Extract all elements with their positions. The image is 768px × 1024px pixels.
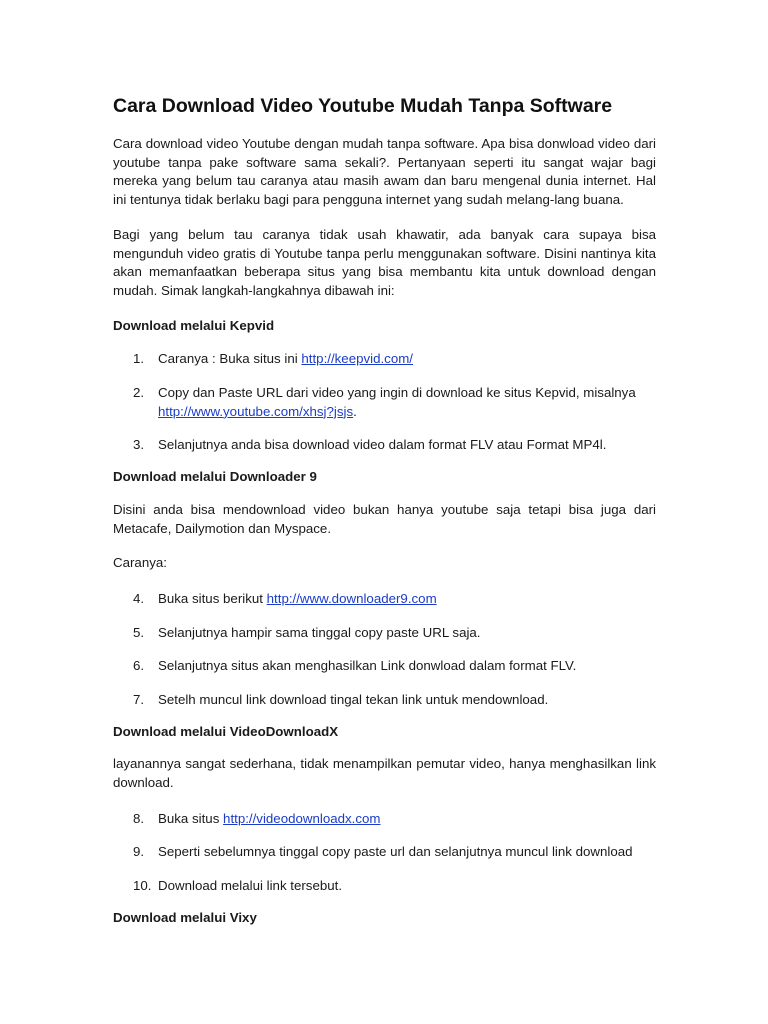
intro-paragraph-1: Cara download video Youtube dengan mudah tanpa software. Apa bisa donwload video dari youtube tanpa pake software sama sekali?. Pertanyaan seperti itu sangat wajar bagi mereka yang belum tau caranya atau masih awam dan baru mengenal dunia internet. Hal ini tentunya tidak berlaku bagi para pengguna internet yang sudah melang-lang buana. [113, 136, 656, 208]
list-item [113, 589, 656, 608]
youtube-example-link[interactable]: http://www.youtube.com/xhsj?jsjs [158, 403, 354, 419]
list-number: 5. [133, 624, 145, 640]
list-item [113, 623, 656, 642]
list-item [113, 349, 656, 368]
step-text: Setelh muncul link download tingal tekan link untuk mendownload. [158, 691, 549, 707]
section-heading-kepvid: Download melalui Kepvid [113, 317, 275, 333]
list-item [113, 842, 656, 861]
section-heading-videodownloadx: Download melalui VideoDownloadX [113, 723, 339, 739]
step-text: Seperti sebelumnya tinggal copy paste url dan selanjutnya muncul link download [158, 844, 633, 860]
list-item [113, 690, 656, 709]
step-text: Selanjutnya hampir sama tinggal copy paste URL saja. [158, 624, 481, 640]
downloader9-description: Disini anda bisa mendownload video bukan hanya youtube saja tetapi bisa juga dari Metacafe, Dailymotion dan Myspace. [113, 502, 656, 536]
step-text: Buka situs [158, 810, 224, 826]
caranya-label: Caranya: [113, 555, 167, 571]
step-text: Download melalui link tersebut. [158, 877, 343, 893]
steps-list-downloader9 [113, 589, 656, 709]
list-number: 9. [133, 844, 145, 860]
step-text: Copy dan Paste URL dari video yang ingin di download ke situs Kepvid, misalnya [158, 384, 636, 400]
page-title: Cara Download Video Youtube Mudah Tanpa Software [113, 95, 613, 117]
videodownloadx-link[interactable]: http://videodownloadx.com [223, 810, 381, 826]
list-item [113, 383, 656, 421]
list-number: 6. [133, 658, 145, 674]
list-item [113, 809, 656, 828]
list-item [113, 435, 656, 454]
list-number: 4. [133, 591, 145, 607]
list-number: 7. [133, 691, 145, 707]
list-number: 8. [133, 810, 145, 826]
step-text: Buka situs berikut [158, 591, 267, 607]
step-text: Selanjutnya anda bisa download video dalam format FLV atau Format MP4l. [158, 437, 607, 453]
steps-list-videodownloadx [113, 809, 656, 895]
list-number: 1. [133, 351, 145, 367]
list-item [113, 656, 656, 675]
steps-list-kepvid [113, 349, 656, 454]
step-text: Caranya : Buka situs ini [158, 351, 302, 367]
step-text: Selanjutnya situs akan menghasilkan Link donwload dalam format FLV. [158, 658, 577, 674]
list-number: 10. [133, 877, 152, 893]
downloader9-link[interactable]: http://www.downloader9.com [266, 591, 437, 607]
document-page [113, 93, 656, 941]
list-number: 3. [133, 437, 145, 453]
keepvid-link[interactable]: http://keepvid.com/ [301, 351, 413, 367]
intro-paragraph-2: Bagi yang belum tau caranya tidak usah khawatir, ada banyak cara supaya bisa mengunduh video gratis di Youtube tanpa perlu menggunakan software. Disini nantinya kita akan memanfaatkan beberapa situs yang bisa membantu kita untuk download dengan mudah. Simak langkah-langkahnya dibawah ini: [113, 226, 656, 298]
list-number: 2. [133, 384, 145, 400]
videodownloadx-description: layanannya sangat sederhana, tidak menampilkan pemutar video, hanya menghasilkan link download. [113, 756, 656, 791]
section-heading-downloader9: Download melalui Downloader 9 [113, 469, 317, 485]
section-heading-vixy: Download melalui Vixy [113, 909, 257, 925]
step-after: . [353, 403, 357, 419]
list-item [113, 876, 656, 895]
